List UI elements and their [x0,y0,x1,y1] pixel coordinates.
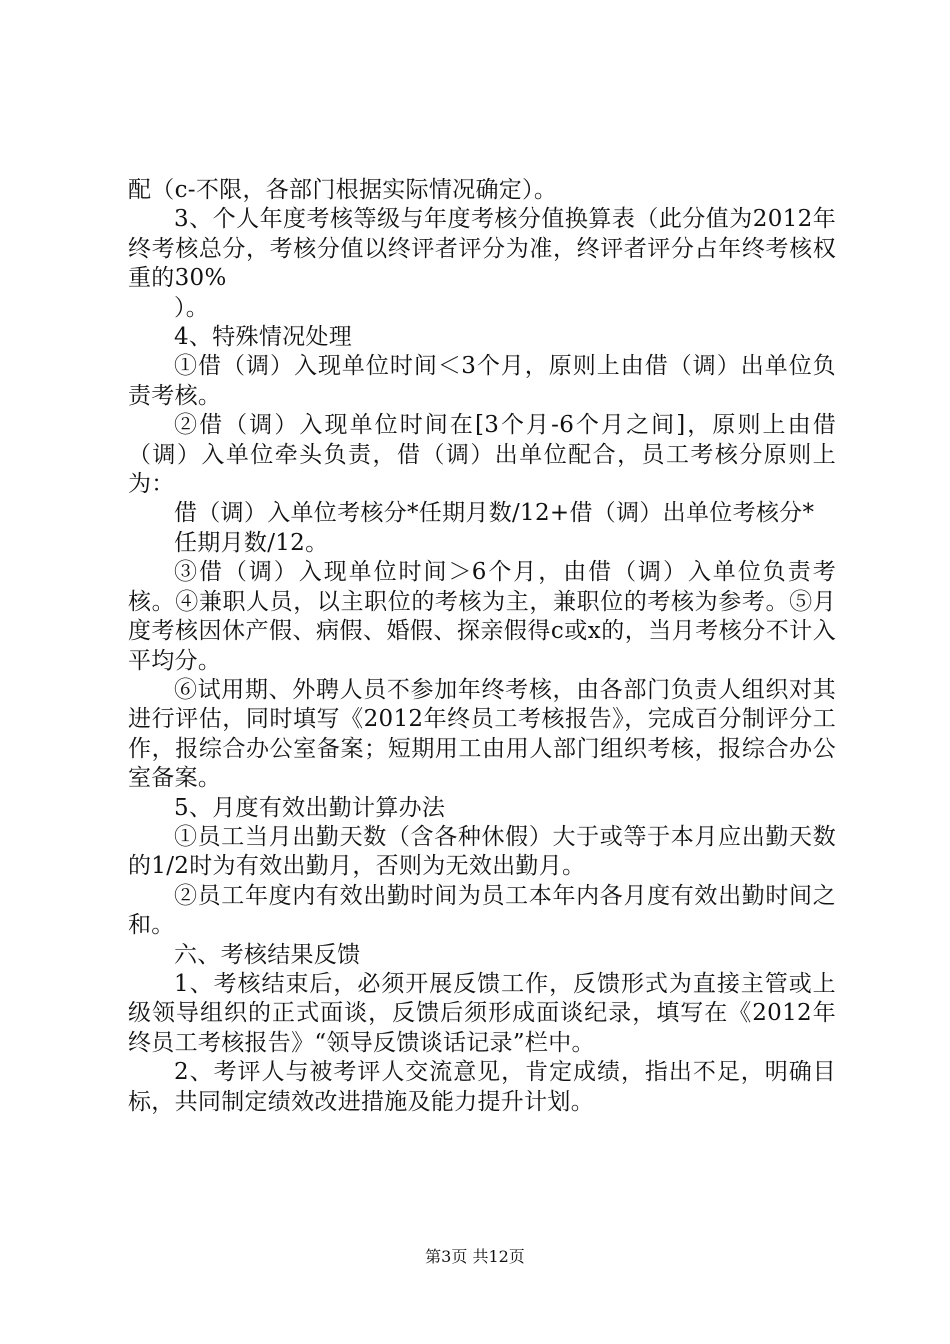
paragraph-formula: 借（调）入单位考核分*任期月数/12+借（调）出单位考核分* [174,500,815,527]
paragraph-case-3-5: ③借（调）入现单位时间＞6个月，由借（调）入单位负责考核。④兼职人员，以主职位的考核为主，兼职位的考核为参考。⑤月度考核因休产假、病假、婚假、探亲假得c或x的，当月考核分不计入平均分。 [128,559,836,674]
paragraph-case-2: ②借（调）入现单位时间在[3个月-6个月之间]，原则上由借（调）入单位牵头负责，借（调）出单位配合，员工考核分原则上为： [128,412,836,498]
paragraph-case-1: ①借（调）入现单位时间＜3个月，原则上由借（调）出单位负责考核。 [128,353,836,409]
paragraph-continuation: 配（c-不限，各部门根据实际情况确定）。 [128,177,558,203]
paragraph-feedback-2: 2、考评人与被考评人交流意见，肯定成绩，指出不足，明确目标，共同制定绩效改进措施及能力提升计划。 [128,1059,836,1115]
paragraph-feedback-1: 1、考核结束后，必须开展反馈工作，反馈形式为直接主管或上级领导组织的正式面谈，反馈后须形成面谈纪录，填写在《2012年终员工考核报告》“领导反馈谈话记录”栏中。 [128,970,836,1056]
heading-special-cases: 4、特殊情况处理 [174,324,353,351]
paragraph-closing-paren: ）。 [174,294,210,321]
paragraph-formula-end: 任期月数/12。 [174,529,329,556]
paragraph-attendance-2: ②员工年度内有效出勤时间为员工本年内各月度有效出勤时间之和。 [128,882,836,939]
heading-attendance: 5、月度有效出勤计算办法 [174,794,446,821]
document-body [128,176,836,1117]
paragraph-conversion-table: 3、个人年度考核等级与年度考核分值换算表（此分值为2012年终考核总分，考核分值以终评者评分为准，终评者评分占年终考核权重的30% [128,206,836,292]
page-footer: 第3页 共12页 [425,1247,525,1266]
heading-feedback: 六、考核结果反馈 [174,941,361,968]
paragraph-attendance-1: ①员工当月出勤天数（含各种休假）大于或等于本月应出勤天数的1/2时为有效出勤月，否则为无效出勤月。 [128,823,836,880]
paragraph-case-6: ⑥试用期、外聘人员不参加年终考核，由各部门负责人组织对其进行评估，同时填写《2012年终员工考核报告》，完成百分制评分工作，报综合办公室备案；短期用工由用人部门组织考核，报综合办公室备案。 [128,676,836,792]
